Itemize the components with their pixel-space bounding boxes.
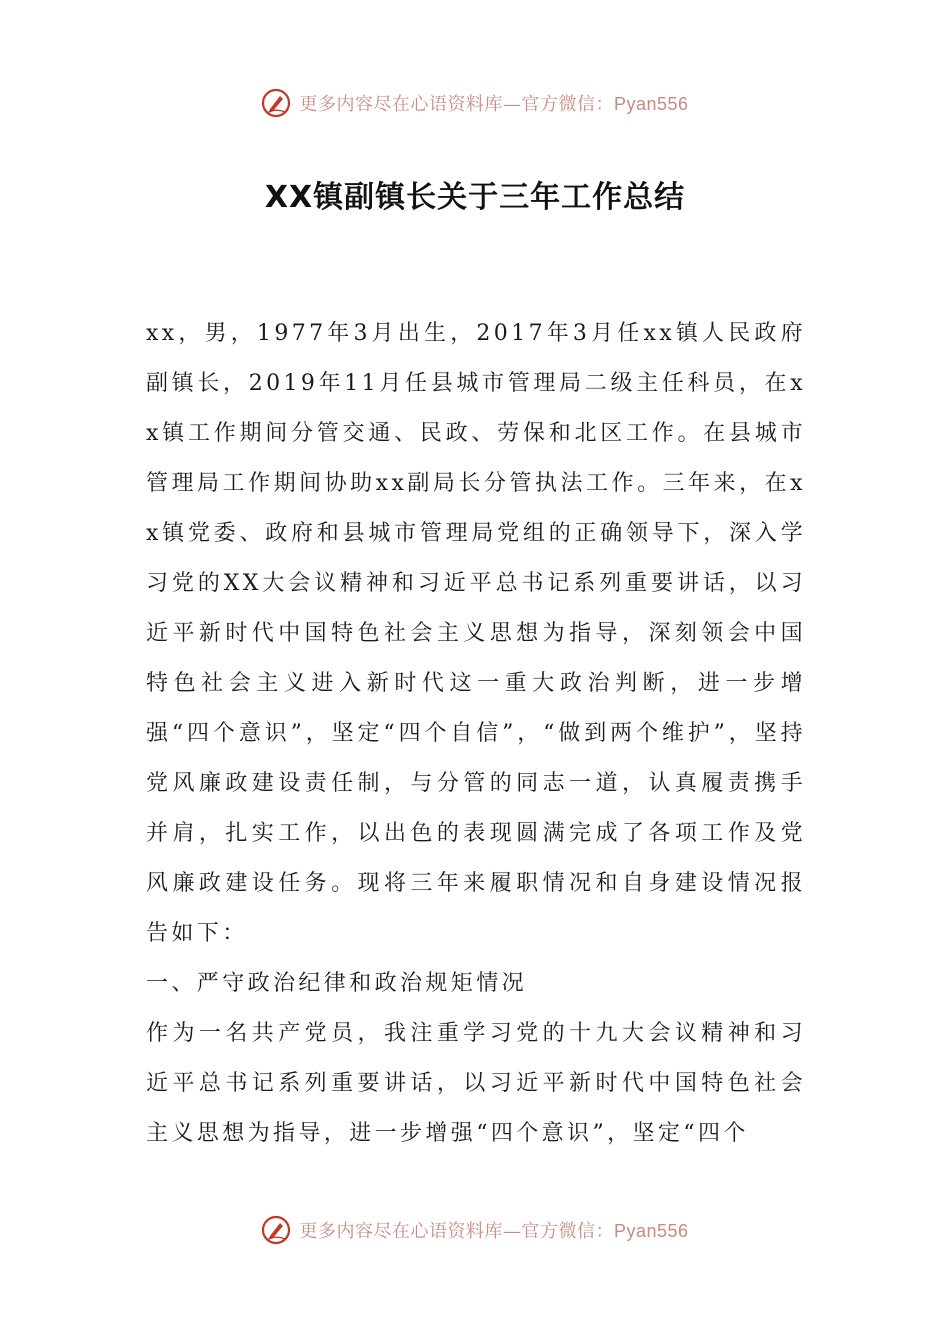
pen-logo-icon xyxy=(261,88,291,118)
wechat-id: Pyan556 xyxy=(613,1221,689,1241)
document-body xyxy=(146,309,806,1159)
wechat-id: Pyan556 xyxy=(613,94,689,114)
pen-logo-icon xyxy=(261,1215,291,1245)
footer-banner xyxy=(0,1210,950,1250)
document-title: XX镇副镇长关于三年工作总结 xyxy=(264,180,686,215)
paragraph-section-1: 作为一名共产党员，我注重学习党的十九大会议精神和习近平总书记系列重要讲话，以习近平新时代中国特色社会主义思想为指导，进一步增强“四个意识”，坚定“四个 xyxy=(146,1021,806,1146)
banner-text: 更多内容尽在心语资料库—官方微信：Pyan556 xyxy=(299,94,689,115)
banner-text: 更多内容尽在心语资料库—官方微信：Pyan556 xyxy=(299,1221,689,1242)
header-banner xyxy=(0,83,950,123)
section-heading: 一、严守政治纪律和政治规矩情况 xyxy=(146,971,528,996)
paragraph-intro: xx，男，1977年3月出生，2017年3月任xx镇人民政府副镇长，2019年11月任县城市管理局二级主任科员，在xx镇工作期间分管交通、民政、劳保和北区工作。在县城市管理局工作期间协助xx副局长分管执法工作。三年来，在xx镇党委、政府和县城市管理局党组的正确领导下，深入学习党的XX大会议精神和习近平总书记系列重要讲话，以习近平新时代中国特色社会主义思想为指导，深刻领会中国特色社会主义进入新时代这一重大政治判断，进一步增强“四个意识”，坚定“四个自信”，“做到两个维护”，坚持党风廉政建设责任制，与分管的同志一道，认真履责携手并肩，扎实工作，以出色的表现圆满完成了各项工作及党风廉政建设任务。现将三年来履职情况和自身建设情况报告如下： xyxy=(146,321,806,946)
